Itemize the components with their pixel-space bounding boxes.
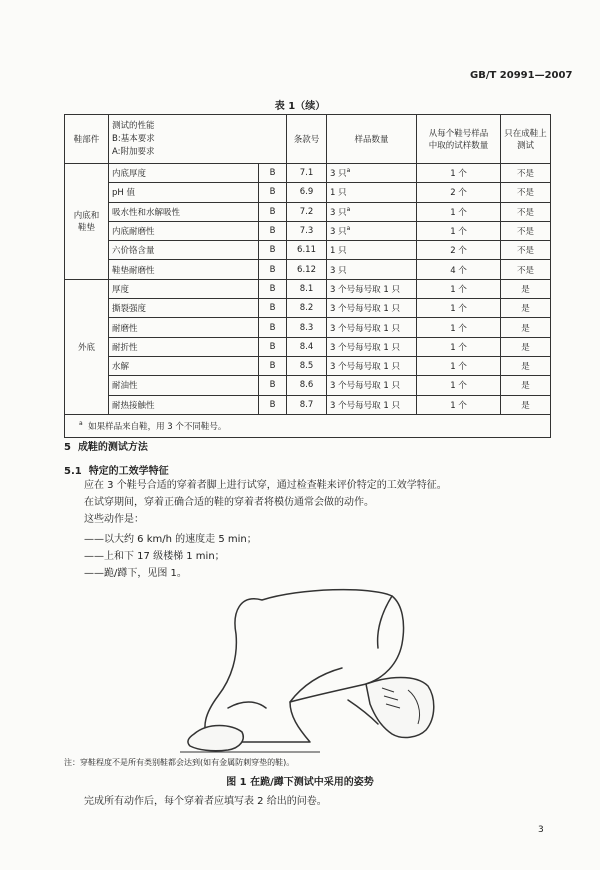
section-5-heading: 5 成鞋的测试方法 [64,442,148,453]
list-item: ——上和下 17 级楼梯 1 min； [84,551,225,562]
performance-cell: 六价铬含量 [109,241,259,260]
clause-cell: 8.6 [287,376,327,395]
requirement-cell: B [259,376,287,395]
header-sample-qty: 样品数量 [327,115,417,164]
requirement-cell: B [259,337,287,356]
sample-qty-cell: 1 只 [327,241,417,260]
performance-cell: 水解 [109,356,259,375]
list-item: ——以大约 6 km/h 的速度走 5 min； [84,534,257,545]
table-row [65,337,551,356]
figure-caption: 图 1 在跪/蹲下测试中采用的姿势 [226,777,374,788]
requirement-cell: B [259,241,287,260]
clause-cell: 8.4 [287,337,327,356]
requirement-cell: B [259,260,287,279]
performance-cell: 吸水性和水解吸性 [109,202,259,221]
finished-only-cell: 是 [501,318,551,337]
specimen-count-cell: 1 个 [417,356,501,375]
table-row [65,202,551,221]
sample-qty-cell: 3 个号每号取 1 只 [327,337,417,356]
requirement-cell: B [259,164,287,183]
table-footnote-row [65,414,551,437]
standard-code: GB/T 20991—2007 [470,70,573,81]
requirement-cell: B [259,279,287,298]
requirement-cell: B [259,356,287,375]
table-row [65,164,551,183]
sample-qty-cell: 3 只$^a$ [327,164,417,183]
specimen-count-cell: 1 个 [417,299,501,318]
paragraph-3: 这些动作是： [84,514,144,525]
table-row [65,183,551,202]
part-group-cell: 外底 [65,279,109,414]
table-row [65,299,551,318]
header-specimens: 从每个鞋号样品 中取的试样数量 [417,115,501,164]
finished-only-cell: 不是 [501,241,551,260]
clause-cell: 8.3 [287,318,327,337]
specimen-count-cell: 2 个 [417,183,501,202]
clause-cell: 6.11 [287,241,327,260]
table-header-row [65,115,551,164]
requirement-cell: B [259,395,287,414]
requirement-cell: B [259,202,287,221]
sample-qty-cell: 3 个号每号取 1 只 [327,299,417,318]
clause-cell: 8.7 [287,395,327,414]
specimen-count-cell: 1 个 [417,376,501,395]
performance-cell: 耐热接触性 [109,395,259,414]
sample-qty-cell: 3 个号每号取 1 只 [327,395,417,414]
clause-cell: 6.9 [287,183,327,202]
finished-only-cell: 是 [501,337,551,356]
table-row [65,395,551,414]
kneeling-shoe [188,726,243,751]
crotch-fold [290,668,342,702]
performance-cell: 耐磨性 [109,318,259,337]
requirement-cell: B [259,318,287,337]
performance-cell: 厚度 [109,279,259,298]
requirements-table [64,114,551,438]
sample-qty-cell: 3 个号每号取 1 只 [327,356,417,375]
performance-cell: 撕裂强度 [109,299,259,318]
sample-qty-cell: 3 个号每号取 1 只 [327,279,417,298]
table-row [65,356,551,375]
finished-only-cell: 不是 [501,164,551,183]
performance-cell: 鞋垫耐磨性 [109,260,259,279]
kneeling-posture-figure [170,582,450,754]
figure-note: 注：穿鞋程度不是所有类别鞋都会达到(如有金属防刺穿垫的鞋)。 [64,758,295,767]
sample-qty-cell: 3 只$^a$ [327,202,417,221]
specimen-count-cell: 1 个 [417,318,501,337]
table-row [65,279,551,298]
finished-only-cell: 不是 [501,260,551,279]
header-performance: 测试的性能 B:基本要求 A:附加要求 [109,115,287,164]
paragraph-2: 在试穿期间，穿着正确合适的鞋的穿着者将模仿通常会做的动作。 [84,497,374,508]
specimen-count-cell: 1 个 [417,279,501,298]
closing-paragraph: 完成所有动作后，每个穿着者应填写表 2 给出的问卷。 [84,796,327,807]
finished-only-cell: 是 [501,299,551,318]
section-5-1-heading: 5.1 特定的工效学特征 [64,466,169,477]
sample-qty-cell: 3 只$^a$ [327,221,417,240]
table-footnote: $^a$ 如果样品来自鞋，用 3 个不同鞋号。 [65,414,551,437]
header-clause: 条款号 [287,115,327,164]
table-row [65,260,551,279]
part-group-cell: 内底和鞋垫 [65,164,109,280]
performance-cell: pH 值 [109,183,259,202]
page-number: 3 [538,825,544,835]
specimen-count-cell: 1 个 [417,395,501,414]
specimen-count-cell: 1 个 [417,202,501,221]
header-finished-only: 只在成鞋上 测试 [501,115,551,164]
requirement-cell: B [259,299,287,318]
table-title: 表 1（续） [274,101,326,112]
finished-only-cell: 是 [501,279,551,298]
finished-only-cell: 是 [501,376,551,395]
table-row [65,241,551,260]
specimen-count-cell: 1 个 [417,221,501,240]
clause-cell: 8.1 [287,279,327,298]
performance-cell: 内底厚度 [109,164,259,183]
paragraph-1: 应在 3 个鞋号合适的穿着者脚上进行试穿，通过检查鞋来评价特定的工效学特征。 [84,480,447,491]
finished-only-cell: 不是 [501,221,551,240]
specimen-count-cell: 2 个 [417,241,501,260]
clause-cell: 8.2 [287,299,327,318]
sample-qty-cell: 3 个号每号取 1 只 [327,318,417,337]
requirement-cell: B [259,221,287,240]
performance-cell: 内底耐磨性 [109,221,259,240]
table-row [65,318,551,337]
clause-cell: 8.5 [287,356,327,375]
finished-only-cell: 是 [501,356,551,375]
specimen-count-cell: 1 个 [417,164,501,183]
clause-cell: 7.3 [287,221,327,240]
waistband [378,596,392,648]
specimen-count-cell: 1 个 [417,337,501,356]
finished-only-cell: 不是 [501,183,551,202]
list-item: ——跪/蹲下，见图 1。 [84,568,187,579]
finished-only-cell: 是 [501,395,551,414]
finished-only-cell: 不是 [501,202,551,221]
sample-qty-cell: 1 只 [327,183,417,202]
header-part: 鞋部件 [65,115,109,164]
table-row [65,221,551,240]
clause-cell: 6.12 [287,260,327,279]
specimen-count-cell: 4 个 [417,260,501,279]
sample-qty-cell: 3 只 [327,260,417,279]
performance-cell: 耐油性 [109,376,259,395]
knee-crease [228,702,266,708]
table-row [65,376,551,395]
clause-cell: 7.1 [287,164,327,183]
clause-cell: 7.2 [287,202,327,221]
sample-qty-cell: 3 个号每号取 1 只 [327,376,417,395]
requirement-cell: B [259,183,287,202]
performance-cell: 耐折性 [109,337,259,356]
